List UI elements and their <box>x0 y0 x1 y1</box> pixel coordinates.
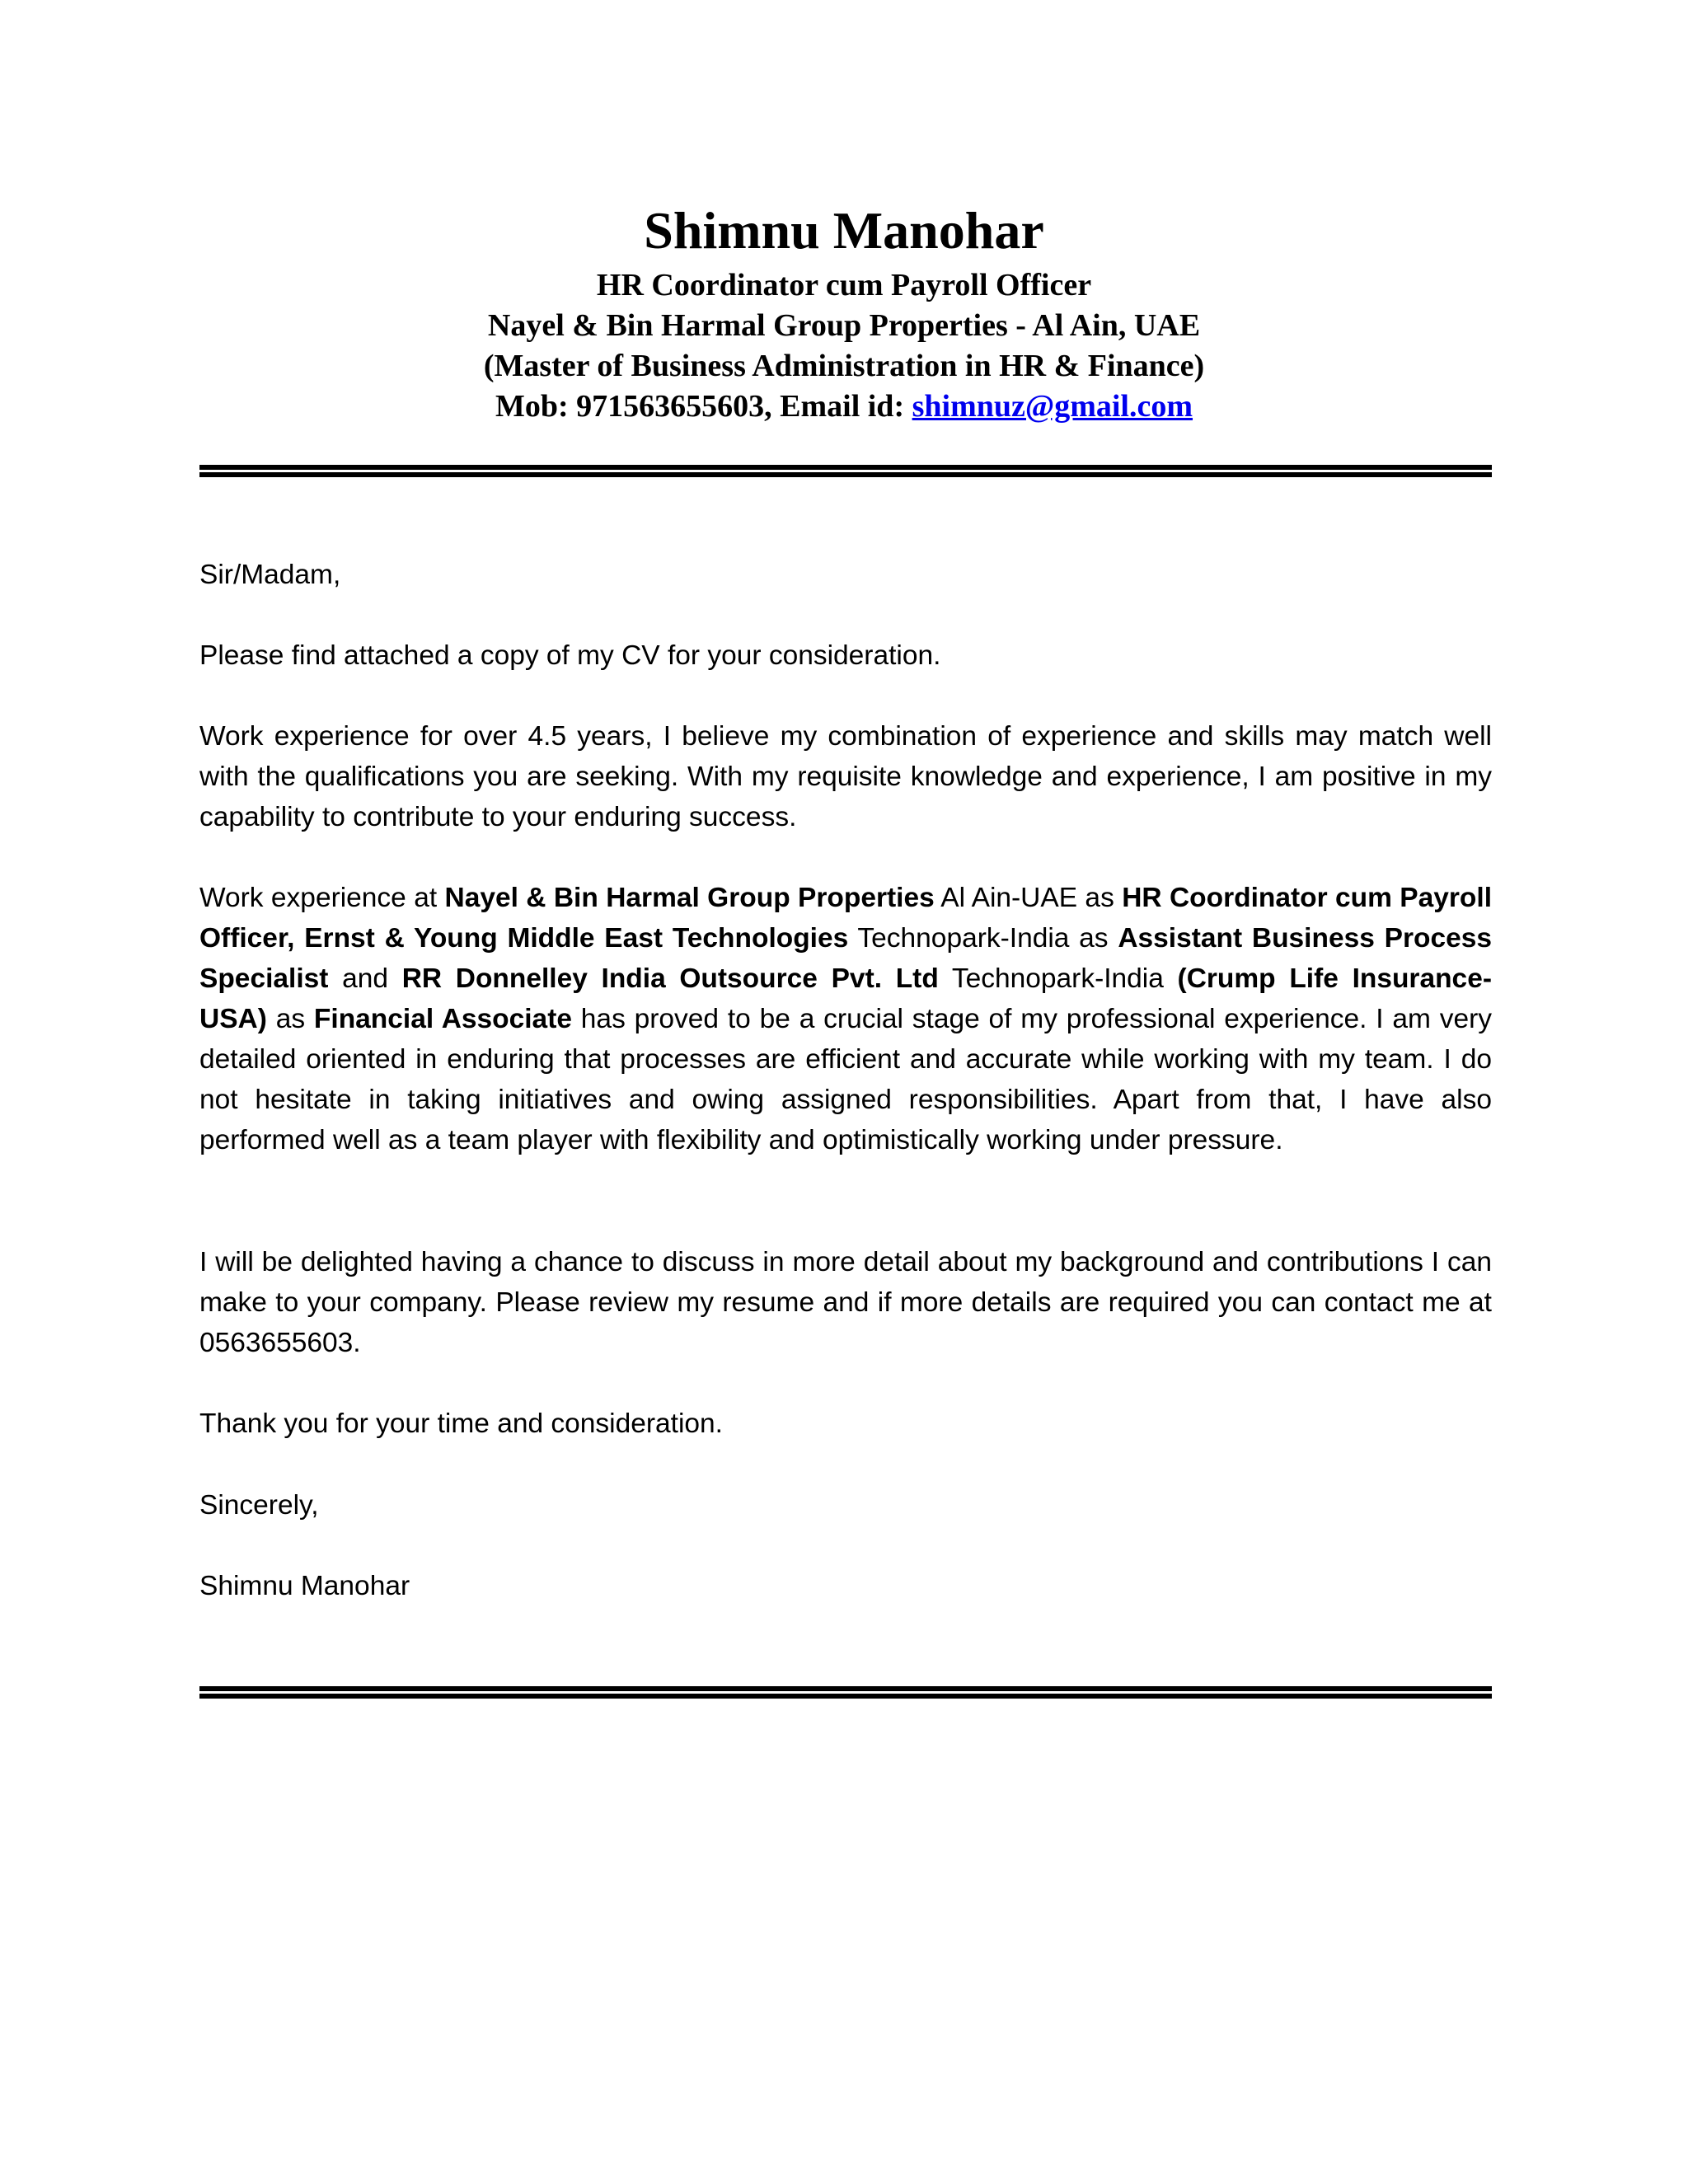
degree-line: (Master of Business Administration in HR & Finance) <box>483 349 1205 383</box>
segment-bold: HR Coordinator cum Payroll Officer, Ernst & Young Middle East Technologies <box>199 883 1493 954</box>
segment: Al Ain-UAE as <box>934 883 1123 913</box>
paragraph-1: Please find attached a copy of my CV for your consideration. <box>199 640 941 671</box>
job-title: HR Coordinator cum Payroll Officer <box>596 268 1092 302</box>
header-divider-top <box>199 465 1492 470</box>
segment-bold: Assistant Business Process Specialist <box>199 923 1492 994</box>
segment: has proved to be a crucial stage of my professional experience. I am very detailed oriented in enduring that processes are efficient and accurate while working with my team. I do not hesitate in taking initiatives and owing assigned responsibilities. Apart from that, I have also performed well as a team player with flexibility and optimistically working under pressure. <box>199 1004 1493 1155</box>
segment: Technopark-India as <box>848 923 1118 954</box>
contact-line <box>0 387 1688 427</box>
company-line: Nayel & Bin Harmal Group Properties - Al Ain, UAE <box>487 308 1201 343</box>
segment-bold: RR Donnelley India Outsource Pvt. Ltd <box>401 963 939 994</box>
footer-divider-bottom <box>199 1694 1492 1699</box>
signature-name: Shimnu Manohar <box>199 1571 410 1601</box>
paragraph-2: Work experience for over 4.5 years, I believe my combination of experience and skills may match well with the qualifications you are seeking. With my requisite knowledge and experience, I am positive in my capability to contribute to your enduring success. <box>199 721 1492 832</box>
email-link[interactable]: shimnuz@gmail.com <box>912 389 1193 424</box>
paragraph-5: Thank you for your time and consideration. <box>199 1408 723 1439</box>
segment: Technopark-India <box>938 963 1178 994</box>
segment-bold: Financial Associate <box>313 1004 572 1034</box>
segment-bold: Nayel & Bin Harmal Group Properties <box>444 883 935 913</box>
footer-divider-top <box>199 1686 1492 1691</box>
header-divider-bottom <box>199 472 1492 477</box>
closing: Sincerely, <box>199 1490 319 1521</box>
contact-prefix: Mob: 971563655603, Email id: <box>495 389 912 424</box>
segment-bold: (Crump Life Insurance-USA) <box>199 963 1492 1034</box>
applicant-name: Shimnu Manohar <box>644 201 1044 260</box>
paragraph-3 <box>199 878 1492 1160</box>
segment: and <box>328 963 402 994</box>
segment: Work experience at <box>199 883 445 913</box>
segment: as <box>266 1004 314 1034</box>
salutation: Sir/Madam, <box>199 560 341 590</box>
paragraph-4: I will be delighted having a chance to discuss in more detail about my background and contributions I can make to your company. Please review my resume and if more details are required you can contact me at 0563655603. <box>199 1247 1492 1358</box>
